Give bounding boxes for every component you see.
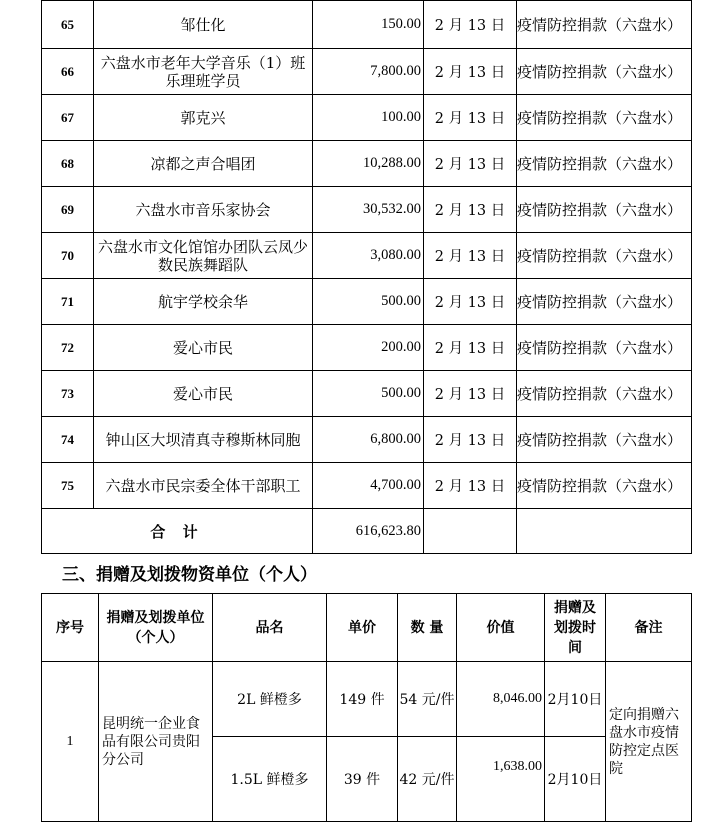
donation-amount: 150.00	[313, 1, 424, 49]
table-row	[42, 325, 692, 371]
empty-cell	[517, 509, 692, 554]
item-qty: 54 元/件	[398, 662, 457, 737]
donation-date: 2 月 13 日	[424, 187, 517, 233]
row-number: 65	[42, 1, 94, 49]
donor-name: 凉都之声合唱团	[94, 141, 313, 187]
donor-name: 钟山区大坝清真寺穆斯林同胞	[94, 417, 313, 463]
item-value: 8,046.00	[457, 662, 545, 737]
donation-date: 2 月 13 日	[424, 233, 517, 279]
table-row	[42, 141, 692, 187]
donation-date: 2 月 13 日	[424, 95, 517, 141]
donor-name: 六盘水市音乐家协会	[94, 187, 313, 233]
table-row	[42, 463, 692, 509]
donation-date: 2 月 13 日	[424, 49, 517, 95]
donation-date: 2 月 13 日	[424, 463, 517, 509]
header-price: 单价	[327, 594, 398, 662]
donation-purpose: 疫情防控捐款（六盘水）	[517, 49, 692, 95]
donation-purpose: 疫情防控捐款（六盘水）	[517, 141, 692, 187]
item-time: 2月10日	[545, 662, 606, 737]
row-number: 67	[42, 95, 94, 141]
table-row	[42, 49, 692, 95]
header-no: 序号	[42, 594, 99, 662]
donation-amount: 100.00	[313, 95, 424, 141]
donation-purpose: 疫情防控捐款（六盘水）	[517, 463, 692, 509]
materials-table	[41, 593, 692, 822]
donation-amount: 3,080.00	[313, 233, 424, 279]
donation-purpose: 疫情防控捐款（六盘水）	[517, 325, 692, 371]
donation-date: 2 月 13 日	[424, 141, 517, 187]
donation-amount: 10,288.00	[313, 141, 424, 187]
donor-name: 六盘水市民宗委全体干部职工	[94, 463, 313, 509]
item-name: 1.5L 鲜橙多	[213, 737, 327, 822]
donor-name: 爱心市民	[94, 371, 313, 417]
row-number: 73	[42, 371, 94, 417]
row-number: 69	[42, 187, 94, 233]
donor-name: 昆明统一企业食品有限公司贵阳分公司	[99, 662, 213, 822]
donation-table	[41, 0, 692, 554]
donation-amount: 7,800.00	[313, 49, 424, 95]
empty-cell	[424, 509, 517, 554]
table-row	[42, 233, 692, 279]
table-row	[42, 95, 692, 141]
donation-amount: 6,800.00	[313, 417, 424, 463]
total-row	[42, 509, 692, 554]
row-number: 68	[42, 141, 94, 187]
donation-purpose: 疫情防控捐款（六盘水）	[517, 95, 692, 141]
donation-purpose: 疫情防控捐款（六盘水）	[517, 417, 692, 463]
row-number: 70	[42, 233, 94, 279]
donation-purpose: 疫情防控捐款（六盘水）	[517, 187, 692, 233]
donation-purpose: 疫情防控捐款（六盘水）	[517, 233, 692, 279]
table-row	[42, 662, 692, 737]
donation-date: 2 月 13 日	[424, 325, 517, 371]
header-note: 备注	[606, 594, 692, 662]
header-item: 品名	[213, 594, 327, 662]
donation-amount: 4,700.00	[313, 463, 424, 509]
header-donor: 捐赠及划拨单位（个人）	[99, 594, 213, 662]
donation-purpose: 疫情防控捐款（六盘水）	[517, 1, 692, 49]
donor-name: 郭克兴	[94, 95, 313, 141]
donation-purpose: 疫情防控捐款（六盘水）	[517, 371, 692, 417]
total-label: 合 计	[42, 509, 313, 554]
donation-amount: 30,532.00	[313, 187, 424, 233]
donor-name: 六盘水市老年大学音乐（1）班乐理班学员	[94, 49, 313, 95]
table-row	[42, 279, 692, 325]
header-time: 捐赠及划拨时间	[545, 594, 606, 662]
item-price: 149 件	[327, 662, 398, 737]
item-qty: 42 元/件	[398, 737, 457, 822]
donation-amount: 500.00	[313, 371, 424, 417]
row-number: 74	[42, 417, 94, 463]
donation-amount: 500.00	[313, 279, 424, 325]
donation-date: 2 月 13 日	[424, 279, 517, 325]
total-amount: 616,623.80	[313, 509, 424, 554]
row-number: 75	[42, 463, 94, 509]
item-price: 39 件	[327, 737, 398, 822]
item-note: 定向捐赠六盘水市疫情防控定点医院	[606, 662, 692, 822]
table-row	[42, 1, 692, 49]
row-number: 66	[42, 49, 94, 95]
header-row	[42, 594, 692, 662]
header-value: 价值	[457, 594, 545, 662]
donation-date: 2 月 13 日	[424, 1, 517, 49]
donation-date: 2 月 13 日	[424, 371, 517, 417]
donor-name: 邹仕化	[94, 1, 313, 49]
section-heading: 三、捐赠及划拨物资单位（个人）	[62, 565, 317, 585]
header-qty: 数 量	[398, 594, 457, 662]
table-row	[42, 371, 692, 417]
item-name: 2L 鲜橙多	[213, 662, 327, 737]
table-row	[42, 417, 692, 463]
row-number: 71	[42, 279, 94, 325]
donation-purpose: 疫情防控捐款（六盘水）	[517, 279, 692, 325]
donor-name: 航宇学校余华	[94, 279, 313, 325]
donation-amount: 200.00	[313, 325, 424, 371]
item-value: 1,638.00	[457, 737, 545, 822]
row-number: 72	[42, 325, 94, 371]
row-number: 1	[42, 662, 99, 822]
donor-name: 爱心市民	[94, 325, 313, 371]
donor-name: 六盘水市文化馆馆办团队云凤少数民族舞蹈队	[94, 233, 313, 279]
table-row	[42, 187, 692, 233]
item-time: 2月10日	[545, 737, 606, 822]
donation-date: 2 月 13 日	[424, 417, 517, 463]
